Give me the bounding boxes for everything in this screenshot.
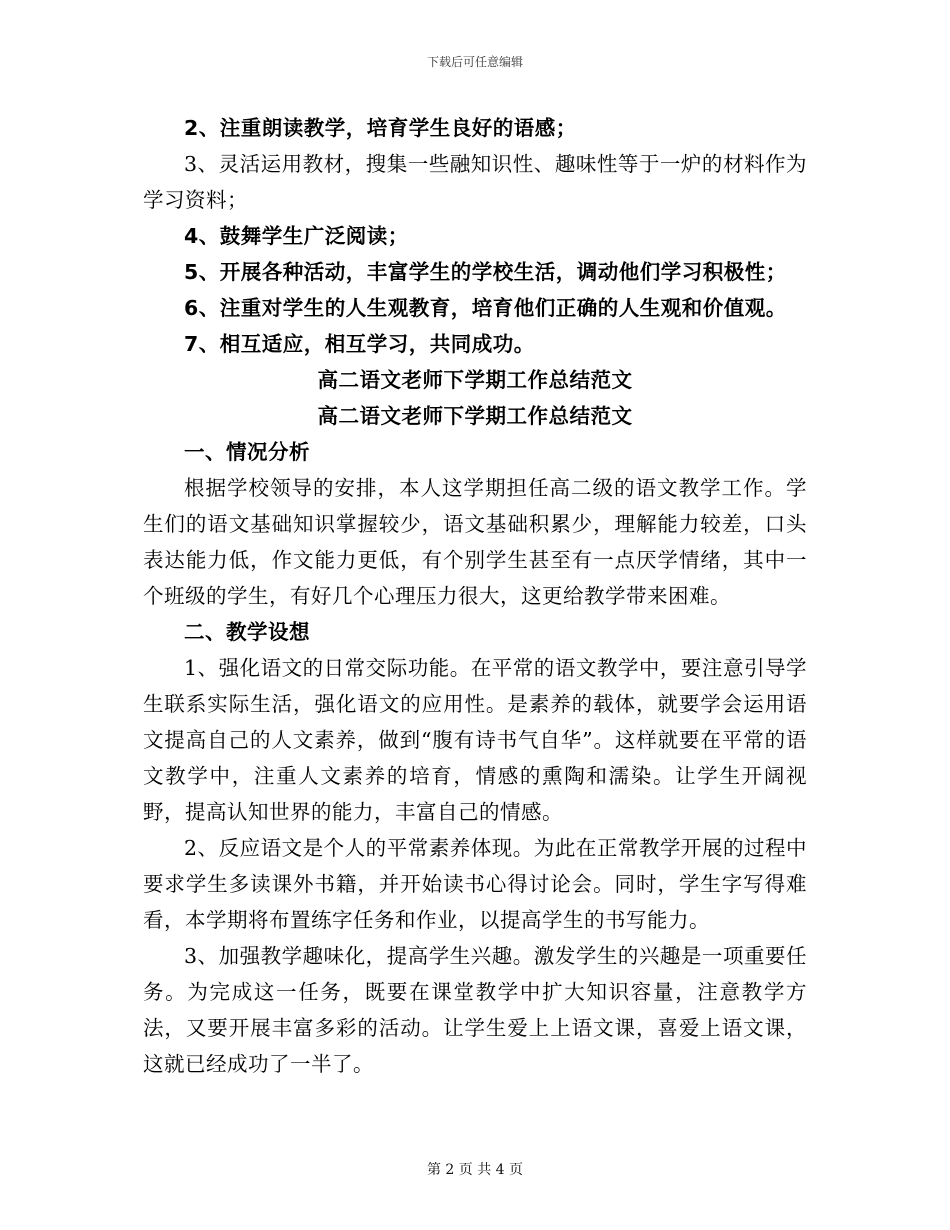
page-number-footer: 第 2 页 共 4 页 — [426, 1162, 524, 1178]
paragraph-item-7: 7、相互适应，相互学习，共同成功。 — [184, 332, 535, 356]
paragraph-plan-1: 1、强化语文的日常交际功能。在平常的语文教学中，要注意引导学生联系实际生活，强化语文的应用性。是素养的载体，就要学会运用语文提高自己的人文素养，做到“腹有诗书气自华”。这样就要在平常的语文教学中，注重人文素养的培育，情感的熏陶和濡染。让学生开阔视野，提高认知世界的能力，丰富自己的情感。 — [143, 656, 807, 824]
section-heading-situation: 一、情况分析 — [184, 440, 310, 464]
section-heading-plan: 二、教学设想 — [184, 620, 310, 644]
paragraph-item-5: 5、开展各种活动，丰富学生的学校生活，调动他们学习积极性； — [184, 260, 787, 284]
paragraph-item-3: 3、灵活运用教材，搜集一些融知识性、趣味性等于一炉的材料作为学习资料； — [143, 152, 807, 212]
page-header-note: 下载后可任意编辑 — [426, 55, 523, 69]
document-title: 高二语文老师下学期工作总结范文 — [317, 368, 633, 392]
paragraph-situation: 根据学校领导的安排，本人这学期担任高二级的语文教学工作。学生们的语文基础知识掌握较少，语文基础积累少，理解能力较差，口头表达能力低，作文能力更低，有个别学生甚至有一点厌学情绪，其中一个班级的学生，有好几个心理压力很大，这更给教学带来困难。 — [143, 476, 807, 608]
paragraph-item-6: 6、注重对学生的人生观教育，培育他们正确的人生观和价值观。 — [184, 296, 787, 320]
paragraph-plan-3: 3、加强教学趣味化，提高学生兴趣。激发学生的兴趣是一项重要任务。为完成这一任务，既要在课堂教学中扩大知识容量，注意教学方法，又要开展丰富多彩的活动。让学生爱上上语文课，喜爱上语文课，这就已经成功了一半了。 — [143, 944, 807, 1076]
paragraph-item-2: 2、注重朗读教学，培育学生良好的语感； — [184, 116, 577, 140]
document-body — [143, 110, 807, 1082]
paragraph-plan-2: 2、反应语文是个人的平常素养体现。为此在正常教学开展的过程中要求学生多读课外书籍，并开始读书心得讨论会。同时，学生字写得难看，本学期将布置练字任务和作业，以提高学生的书写能力。 — [143, 836, 807, 932]
document-subtitle: 高二语文老师下学期工作总结范文 — [317, 404, 633, 428]
paragraph-item-4: 4、鼓舞学生广泛阅读； — [184, 224, 409, 248]
